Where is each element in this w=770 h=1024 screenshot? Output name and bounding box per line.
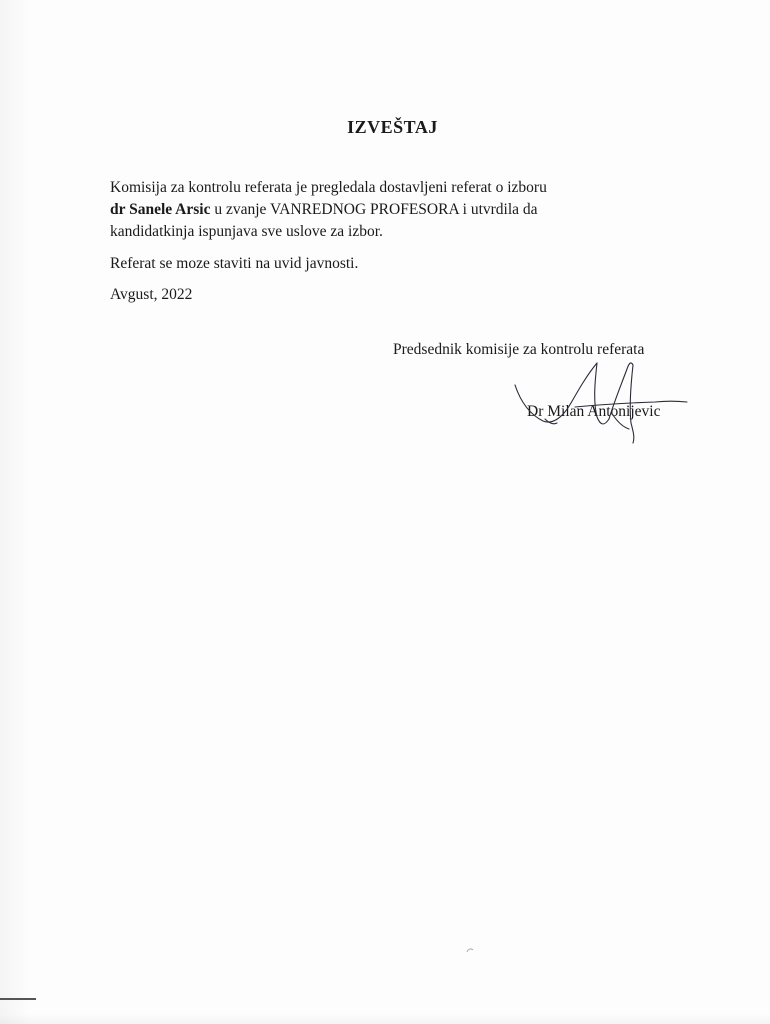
paragraph-1-line-1: Komisija za kontrolu referata je pregledala dostavljeni referat o izboru [110,179,547,196]
scan-shadow-bottom [0,1014,770,1024]
signature-name: Dr Milan Antonijevic [527,403,661,420]
paragraph-1-line-2-rest: u zvanje VANREDNOG PROFESORA i utvrdila da [210,201,538,218]
document-title: IZVEŠTAJ [347,117,438,137]
scan-speck [466,948,474,953]
paragraph-2: Referat se moze staviti na uvid javnosti. [110,255,359,272]
candidate-name: dr Sanele Arsic [110,201,211,218]
handwritten-signature [505,355,695,450]
paragraph-1 [110,177,670,243]
paragraph-1-line-3: kandidatkinja ispunjava sve uslove za izbor. [110,223,383,240]
edge-mark [0,998,36,1000]
paragraph-1-line-2 [110,199,670,221]
scan-shadow-left [0,0,30,1024]
document-date: Avgust, 2022 [110,286,193,303]
signature-role: Predsednik komisije za kontrolu referata [393,341,645,358]
